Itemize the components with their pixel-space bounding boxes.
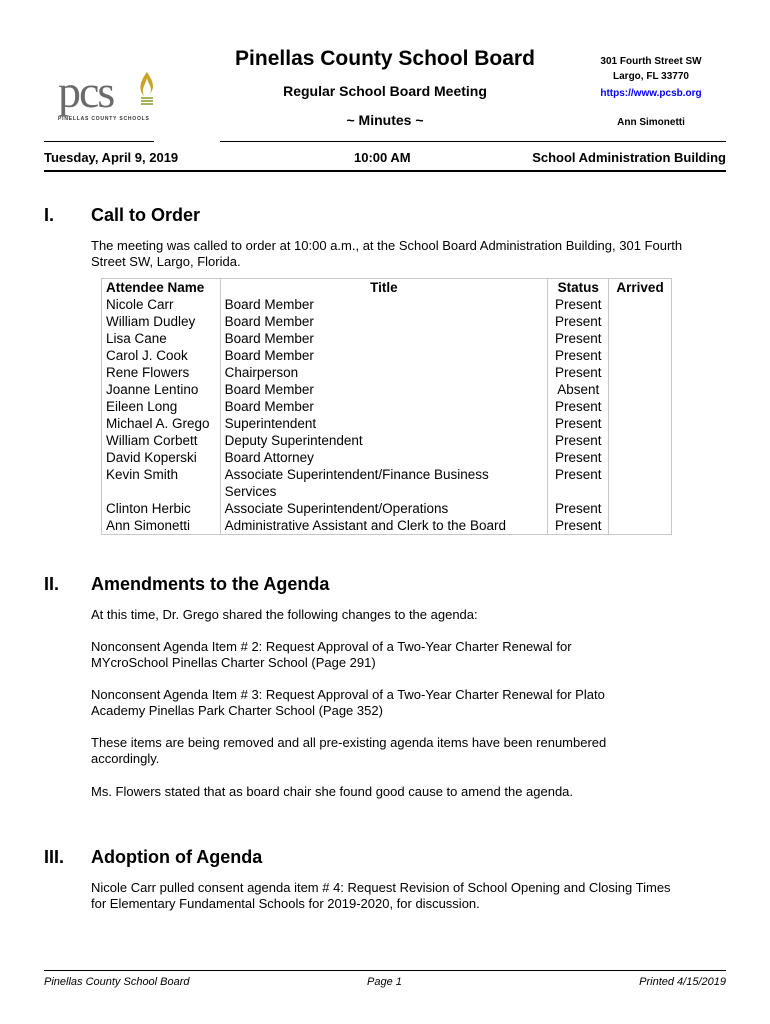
footer-divider: [44, 970, 726, 971]
attendee-row: [102, 381, 672, 398]
logo-divider: [44, 141, 154, 142]
footer-org: Pinellas County School Board: [44, 976, 190, 988]
header-divider: [220, 141, 726, 142]
attendee-arrived: [609, 432, 672, 449]
section-number: I.: [44, 205, 55, 225]
header-title: Title: [220, 279, 548, 297]
attendee-status: Present: [548, 330, 609, 347]
attendee-row: [102, 517, 672, 535]
amendments-paragraph: Ms. Flowers stated that as board chair she found good cause to amend the agenda.: [91, 784, 574, 799]
attendee-name: Joanne Lentino: [102, 381, 221, 398]
attendee-name: Lisa Cane: [102, 330, 221, 347]
amendments-paragraph: These items are being removed and all pre-existing agenda items have been renumbered accordingly.: [91, 735, 607, 766]
attendee-row: [102, 364, 672, 381]
attendee-title: Deputy Superintendent: [220, 432, 548, 449]
attendee-arrived: [609, 449, 672, 466]
header-arrived: Arrived: [609, 279, 672, 297]
attendee-title: Associate Superintendent/Finance Business Services: [220, 466, 548, 500]
logo-subtext: PINELLAS COUNTY SCHOOLS: [58, 116, 150, 122]
call-to-order-text: The meeting was called to order at 10:00 a.m., at the School Board Administration Building, 301 Fourth Street SW, Largo, Florida.: [91, 238, 683, 269]
attendee-row: [102, 313, 672, 330]
attendee-row: [102, 347, 672, 364]
meeting-date: Tuesday, April 9, 2019: [44, 150, 179, 165]
amendments-paragraph: Nonconsent Agenda Item # 2: Request Approval of a Two-Year Charter Renewal for MYcroSchool Pinellas Charter School (Page 291): [91, 639, 572, 670]
section-number: II.: [44, 574, 60, 594]
attendee-status: Present: [548, 347, 609, 364]
attendee-arrived: [609, 517, 672, 535]
meeting-time: 10:00 AM: [354, 150, 411, 165]
attendee-status: Present: [548, 500, 609, 517]
adoption-text: Nicole Carr pulled consent agenda item # 4: Request Revision of School Opening and Closing Times for Elementary Fundamental Schools for 2019-2020, for discussion.: [91, 880, 671, 911]
logo-wordmark: pcs: [58, 66, 114, 117]
attendee-name: Clinton Herbic: [102, 500, 221, 517]
attendance-table: [101, 278, 672, 535]
attendee-row: [102, 415, 672, 432]
footer-printed-date: Printed 4/15/2019: [639, 976, 726, 988]
attendee-title: Superintendent: [220, 415, 548, 432]
attendee-title: Board Member: [220, 330, 548, 347]
attendee-title: Chairperson: [220, 364, 548, 381]
attendee-title: Board Member: [220, 347, 548, 364]
attendee-status: Present: [548, 364, 609, 381]
attendee-title: Associate Superintendent/Operations: [220, 500, 548, 517]
attendee-status: Present: [548, 296, 609, 313]
attendee-name: Michael A. Grego: [102, 415, 221, 432]
attendee-arrived: [609, 330, 672, 347]
contact-name: Ann Simonetti: [617, 117, 685, 128]
section-title-amendments: Amendments to the Agenda: [91, 574, 330, 594]
address-line-2: Largo, FL 33770: [613, 71, 689, 82]
attendee-name: William Dudley: [102, 313, 221, 330]
amendments-paragraph: At this time, Dr. Grego shared the following changes to the agenda:: [91, 607, 478, 622]
attendee-row: [102, 330, 672, 347]
attendee-arrived: [609, 347, 672, 364]
attendee-name: Eileen Long: [102, 398, 221, 415]
flame-icon: [138, 72, 156, 108]
attendee-arrived: [609, 415, 672, 432]
attendee-status: Present: [548, 398, 609, 415]
attendee-name: Ann Simonetti: [102, 517, 221, 535]
attendee-arrived: [609, 296, 672, 313]
attendee-arrived: [609, 381, 672, 398]
dateline-divider: [44, 170, 726, 172]
attendee-status: Present: [548, 432, 609, 449]
attendee-name: Kevin Smith: [102, 466, 221, 500]
attendee-row: [102, 449, 672, 466]
attendee-arrived: [609, 500, 672, 517]
website-link[interactable]: https://www.pcsb.org: [600, 88, 702, 99]
attendee-row: [102, 432, 672, 449]
attendee-title: Board Member: [220, 398, 548, 415]
meeting-location: School Administration Building: [532, 150, 726, 165]
attendee-name: David Koperski: [102, 449, 221, 466]
section-title-call-to-order: Call to Order: [91, 205, 201, 225]
amendments-paragraph: Nonconsent Agenda Item # 3: Request Approval of a Two-Year Charter Renewal for Plato Academy Pinellas Park Charter School (Page 352): [91, 687, 605, 718]
attendee-title: Board Attorney: [220, 449, 548, 466]
attendee-arrived: [609, 466, 672, 500]
attendee-row: [102, 296, 672, 313]
attendee-row: [102, 398, 672, 415]
org-title: Pinellas County School Board: [235, 47, 535, 70]
attendee-status: Present: [548, 313, 609, 330]
attendee-status: Present: [548, 449, 609, 466]
attendee-name: Nicole Carr: [102, 296, 221, 313]
attendee-arrived: [609, 313, 672, 330]
attendee-status: Absent: [548, 381, 609, 398]
attendee-row: [102, 500, 672, 517]
attendee-title: Board Member: [220, 381, 548, 398]
header-status: Status: [548, 279, 609, 297]
footer-page-number: Page 1: [367, 976, 402, 988]
header-attendee-name: Attendee Name: [102, 279, 221, 297]
attendee-row: [102, 466, 672, 500]
pcs-logo: [58, 66, 156, 122]
section-title-adoption: Adoption of Agenda: [91, 847, 263, 867]
attendee-status: Present: [548, 517, 609, 535]
attendee-status: Present: [548, 466, 609, 500]
attendee-title: Board Member: [220, 313, 548, 330]
attendee-title: Administrative Assistant and Clerk to the Board: [220, 517, 548, 535]
section-number: III.: [44, 847, 65, 867]
attendee-name: Rene Flowers: [102, 364, 221, 381]
attendee-title: Board Member: [220, 296, 548, 313]
attendee-arrived: [609, 398, 672, 415]
attendance-header-row: [102, 279, 672, 297]
address-line-1: 301 Fourth Street SW: [600, 56, 702, 67]
document-type: ~ Minutes ~: [346, 112, 424, 128]
attendee-name: Carol J. Cook: [102, 347, 221, 364]
meeting-type: Regular School Board Meeting: [283, 83, 487, 99]
attendee-status: Present: [548, 415, 609, 432]
attendee-name: William Corbett: [102, 432, 221, 449]
attendee-arrived: [609, 364, 672, 381]
